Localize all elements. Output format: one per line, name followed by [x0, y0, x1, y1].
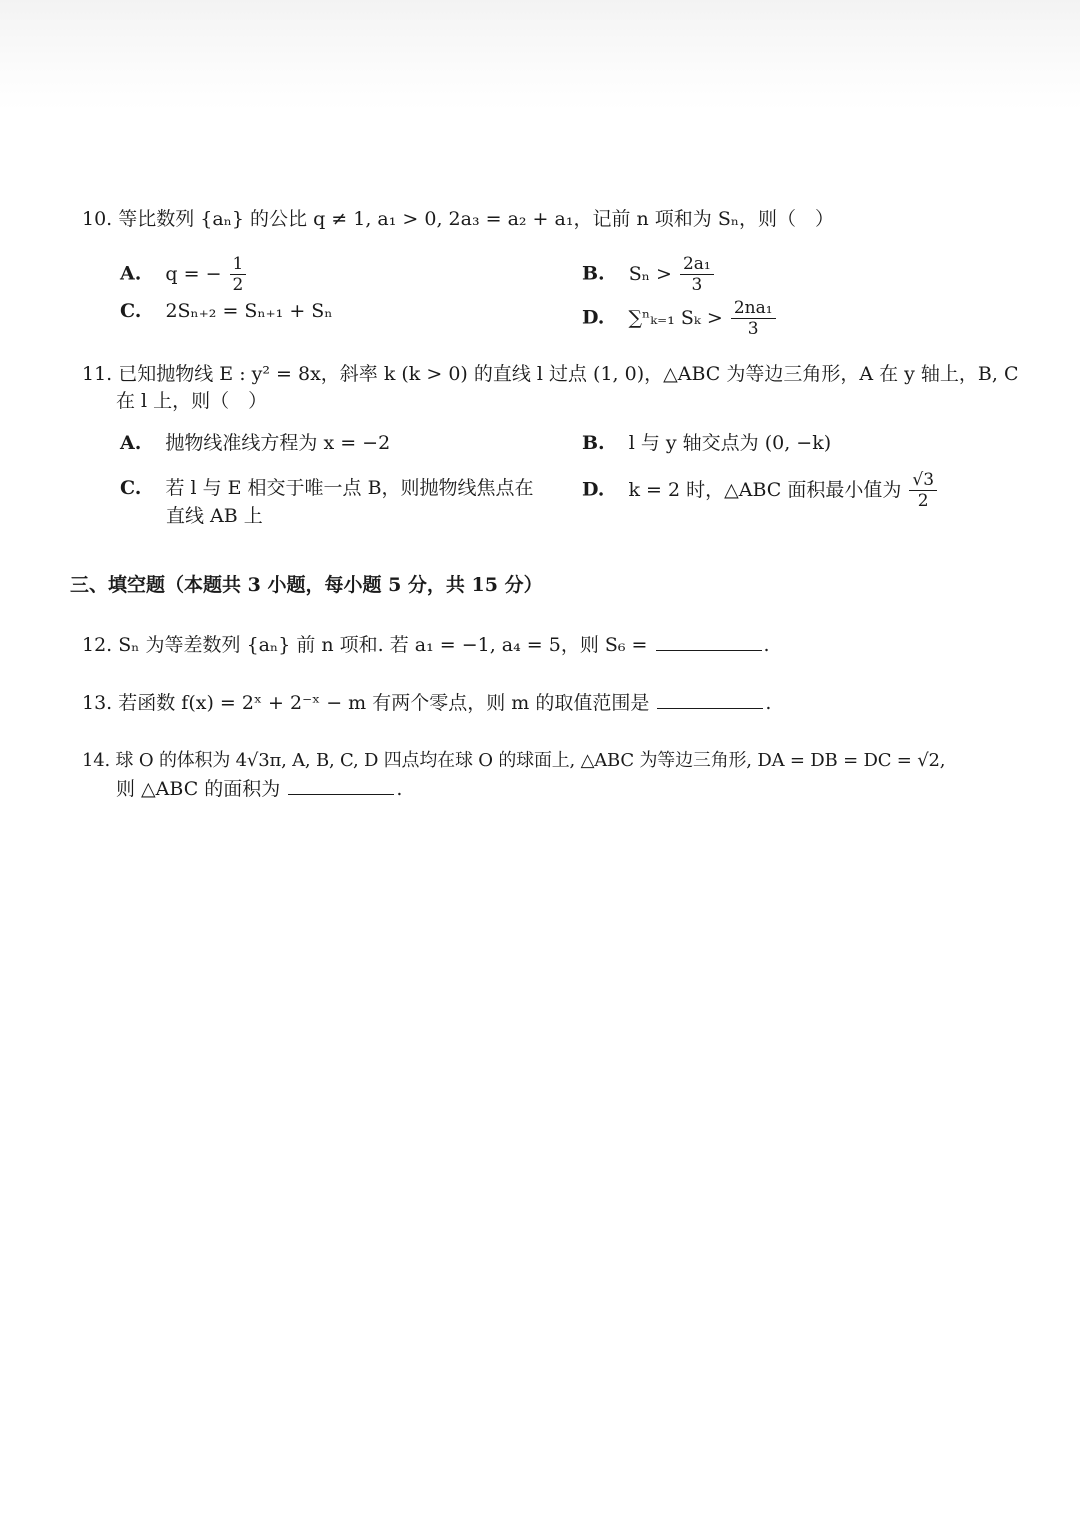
- q10-option-a: [120, 254, 248, 295]
- option-text: 若 l 与 E 相交于唯一点 B，则抛物线焦点在: [165, 477, 534, 499]
- answer-blank: [656, 632, 762, 651]
- option-letter: D.: [582, 306, 605, 329]
- q11-stem-line2: 在 l 上，则（ ）: [116, 390, 268, 412]
- option-letter: A.: [120, 262, 142, 285]
- denominator: 3: [691, 275, 703, 295]
- option-letter: C.: [120, 300, 142, 322]
- option-text: Sₙ >: [628, 262, 672, 285]
- question-text: 13. 若函数 f(x) = 2ˣ + 2⁻ˣ − m 有两个零点，则 m 的取值范围是: [82, 692, 650, 714]
- q14-line1: 14. 球 O 的体积为 4√3π, A, B, C, D 四点均在球 O 的球面上, △ABC 为等边三角形, DA = DB = DC = √2,: [82, 750, 946, 771]
- numerator: 2a₁: [680, 254, 714, 275]
- option-text: k = 2 时，△ABC 面积最小值为: [628, 478, 902, 501]
- answer-blank: [288, 776, 394, 795]
- fraction: [731, 298, 776, 339]
- option-text: l 与 y 轴交点为 (0, −k): [628, 432, 832, 454]
- q10-option-c: [120, 298, 333, 324]
- scan-top-shadow: [0, 0, 1080, 110]
- option-letter: B.: [582, 262, 605, 285]
- fraction: [909, 470, 937, 511]
- question-end: .: [396, 778, 403, 800]
- question-end: .: [763, 634, 770, 656]
- q11-option-b: [582, 430, 831, 456]
- option-letter: A.: [120, 432, 142, 454]
- q11-option-c-line2: 直线 AB 上: [166, 505, 263, 527]
- q11-option-a: [120, 430, 390, 456]
- option-letter: D.: [582, 478, 605, 501]
- q10-stem: 10. 等比数列 {aₙ} 的公比 q ≠ 1, a₁ > 0, 2a₃ = a₂ + a₁，记前 n 项和为 Sₙ，则（ ）: [82, 208, 835, 230]
- answer-blank: [657, 690, 763, 709]
- q14-line2: [116, 776, 402, 802]
- numerator: √3: [909, 470, 937, 491]
- denominator: 3: [747, 319, 759, 339]
- option-text: q = −: [165, 262, 222, 285]
- denominator: 2: [232, 275, 244, 295]
- q13: [82, 690, 771, 716]
- q12: [82, 632, 770, 658]
- option-letter: C.: [120, 477, 142, 499]
- fraction: [230, 254, 247, 295]
- option-text: 2Sₙ₊₂ = Sₙ₊₁ + Sₙ: [165, 300, 333, 322]
- q10-option-d: [582, 298, 778, 339]
- q10-option-b: [582, 254, 716, 295]
- option-text: 抛物线准线方程为 x = −2: [165, 432, 391, 454]
- numerator: 2na₁: [731, 298, 776, 319]
- q11-option-d: [582, 470, 939, 511]
- question-text: 12. Sₙ 为等差数列 {aₙ} 前 n 项和. 若 a₁ = −1, a₄ = 5，则 S₆ =: [82, 634, 648, 656]
- question-end: .: [765, 692, 772, 714]
- question-text: 则 △ABC 的面积为: [116, 778, 281, 800]
- option-letter: B.: [582, 432, 605, 454]
- numerator: 1: [230, 254, 247, 275]
- q11-stem-line1: 11. 已知抛物线 E : y² = 8x，斜率 k (k > 0) 的直线 l 过点 (1, 0)，△ABC 为等边三角形，A 在 y 轴上，B, C: [82, 363, 1019, 385]
- q11-option-c: [120, 475, 534, 501]
- section-heading: 三、填空题（本题共 3 小题，每小题 5 分，共 15 分）: [70, 574, 543, 596]
- fraction: [680, 254, 714, 295]
- option-text: ∑ⁿₖ₌₁ Sₖ >: [628, 306, 723, 329]
- denominator: 2: [917, 491, 929, 511]
